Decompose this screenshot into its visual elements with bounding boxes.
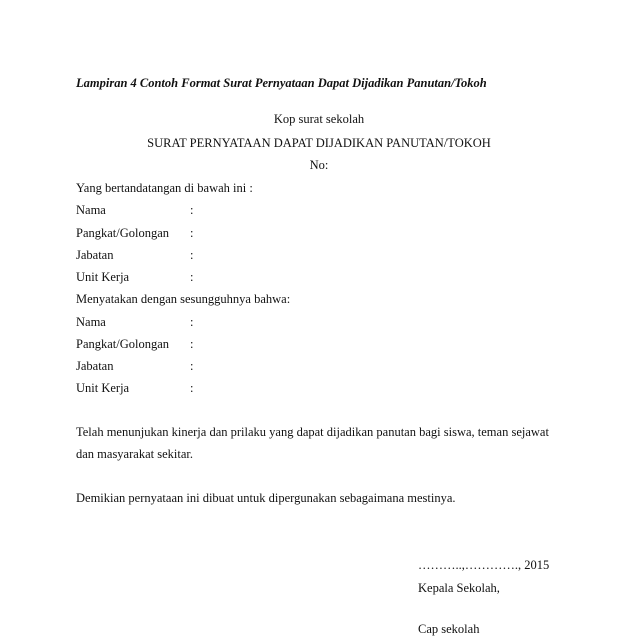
appendix-heading: Lampiran 4 Contoh Format Surat Pernyataan Dapat Dijadikan Panutan/Tokoh (76, 76, 487, 90)
paragraph-1-line-2: dan masyarakat sekitar. (76, 447, 193, 461)
intro-text: Yang bertandatangan di bawah ini : (76, 181, 253, 195)
signer-position-label: Jabatan (76, 248, 114, 262)
subject-unit-colon: : (190, 381, 194, 395)
closing-paragraph: Demikian pernyataan ini dibuat untuk dipergunakan sebagaimana mestinya. (76, 491, 456, 505)
subject-position-label: Jabatan (76, 359, 114, 373)
signer-name-label: Nama (76, 203, 106, 217)
subject-unit-label: Unit Kerja (76, 381, 130, 395)
stamp-note: Cap sekolah (418, 622, 480, 636)
signer-name-colon: : (190, 203, 194, 217)
subject-name-label: Nama (76, 315, 106, 329)
subject-rank-colon: : (190, 337, 194, 351)
signer-rank-label: Pangkat/Golongan (76, 226, 170, 240)
letter-number: No: (309, 158, 329, 172)
subject-rank-label: Pangkat/Golongan (76, 337, 170, 351)
subject-position-colon: : (190, 359, 194, 373)
signer-unit-label: Unit Kerja (76, 270, 130, 284)
subject-name-colon: : (190, 315, 194, 329)
paragraph-1-line-1: Telah menunjukan kinerja dan prilaku yang dapat dijadikan panutan bagi siswa, teman sejawat (76, 425, 549, 439)
signer-unit-colon: : (190, 270, 194, 284)
letterhead-placeholder: Kop surat sekolah (273, 112, 365, 126)
signer-position-colon: : (190, 248, 194, 262)
place-date: ………..,…………., 2015 (418, 558, 550, 572)
statement-intro: Menyatakan dengan sesungguhnya bahwa: (76, 292, 291, 306)
signatory-title: Kepala Sekolah, (418, 581, 500, 595)
signer-rank-colon: : (190, 226, 194, 240)
letter-title: SURAT PERNYATAAN DAPAT DIJADIKAN PANUTAN/TOKOH (147, 136, 491, 150)
